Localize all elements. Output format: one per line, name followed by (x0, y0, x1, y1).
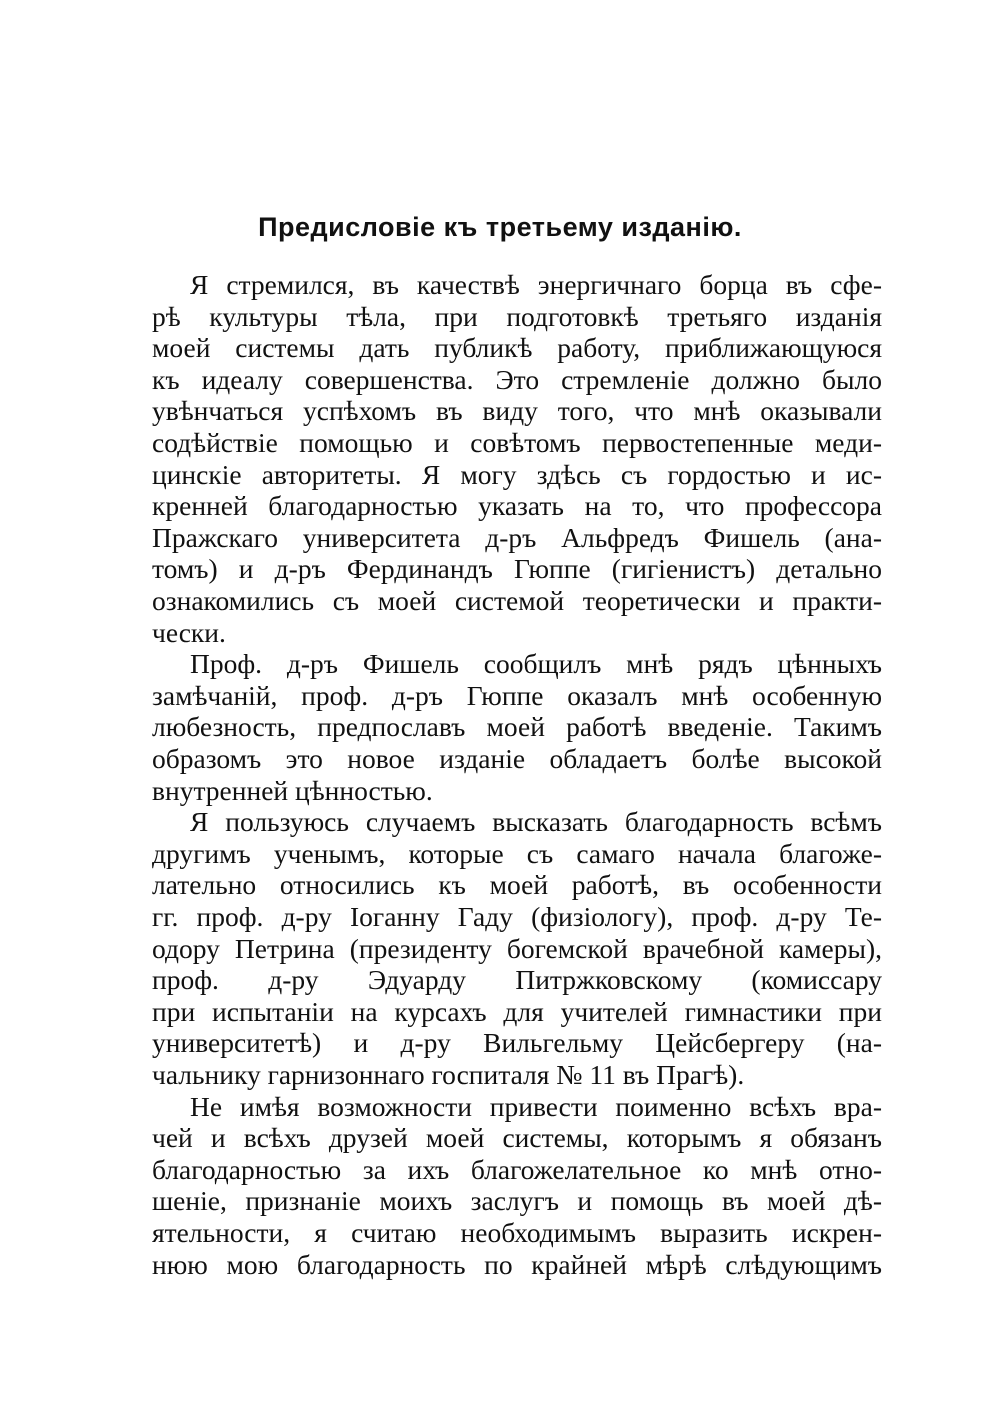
text-line: Пражскаго университета д-ръ Альфредъ Фишель (ана- (152, 521, 882, 553)
text-line: моей системы дать публикѣ работу, приближающуюся (152, 332, 882, 364)
text-line: другимъ ученымъ, которые съ самаго начала благоже- (152, 837, 882, 869)
text-line: благодарностью за ихъ благожелательное ко мнѣ отно- (152, 1153, 882, 1185)
text-line: проф. д-ру Эдуарду Питржковскому (комиссару (152, 964, 882, 996)
text-line: чей и всѣхъ друзей моей системы, которымъ я обязанъ (152, 1122, 882, 1154)
text-line: содѣйствіе помощью и совѣтомъ первостепенные меди- (152, 427, 882, 458)
text-line: рѣ культуры тѣла, при подготовкѣ третьяго изданія (152, 300, 882, 332)
text-line: Я стремился, въ качествѣ энергичнаго борца въ сфе- (190, 269, 882, 300)
text-line: гг. проф. д-ру Іоганну Гаду (физіологу), проф. д-ру Те- (152, 901, 882, 932)
text-line: любезность, предпославъ моей работѣ введеніе. Такимъ (152, 711, 882, 743)
text-line: университетѣ) и д-ру Вильгельму Цейсбергеру (на- (152, 1027, 882, 1059)
text-line: Проф. д-ръ Фишель сообщилъ мнѣ рядъ цѣнныхъ (190, 648, 882, 680)
text-line: нюю мою благодарность по крайней мѣрѣ слѣдующимъ (152, 1248, 882, 1280)
text-line: увѣнчаться успѣхомъ въ виду того, что мнѣ оказывали (152, 395, 882, 427)
text-line: замѣчаній, проф. д-ръ Гюппе оказалъ мнѣ особенную (152, 679, 882, 711)
text-line: Я пользуюсь случаемъ высказать благодарность всѣмъ (190, 806, 882, 838)
text-line: чески. (152, 616, 226, 648)
page-title: Предисловіе къ третьему изданію. (258, 212, 742, 242)
text-line: Не имѣя возможности привести поименно всѣхъ вра- (190, 1090, 882, 1122)
text-line: ятельности, я считаю необходимымъ выразить искрен- (152, 1217, 882, 1248)
text-line: при испытаніи на курсахъ для учителей гимнастики при (152, 995, 882, 1027)
text-line: кренней благодарностью указать на то, что профессора (152, 490, 882, 522)
text-line: къ идеалу совершенства. Это стремленіе должно было (152, 363, 882, 395)
text-line: шеніе, признаніе моихъ заслугъ и помощь въ моей дѣ- (152, 1185, 882, 1217)
text-line: томъ) и д-ръ Фердинандъ Гюппе (гигіенистъ) детально (152, 553, 882, 585)
text-line: чальнику гарнизоннаго госпиталя № 11 въ Прагѣ). (152, 1059, 745, 1090)
text-line: образомъ это новое изданіе обладаетъ болѣе высокой (152, 743, 882, 774)
text-line: лательно относились къ моей работѣ, въ особенности (152, 869, 882, 901)
text-line: ознакомились съ моей системой теоретически и практи- (152, 585, 882, 616)
text-line: цинскіе авторитеты. Я могу здѣсь съ гордостью и ис- (152, 458, 882, 490)
text-line: внутренней цѣнностью. (152, 774, 433, 806)
text-line: одору Петрина (президенту богемской врачебной камеры), (152, 932, 882, 964)
